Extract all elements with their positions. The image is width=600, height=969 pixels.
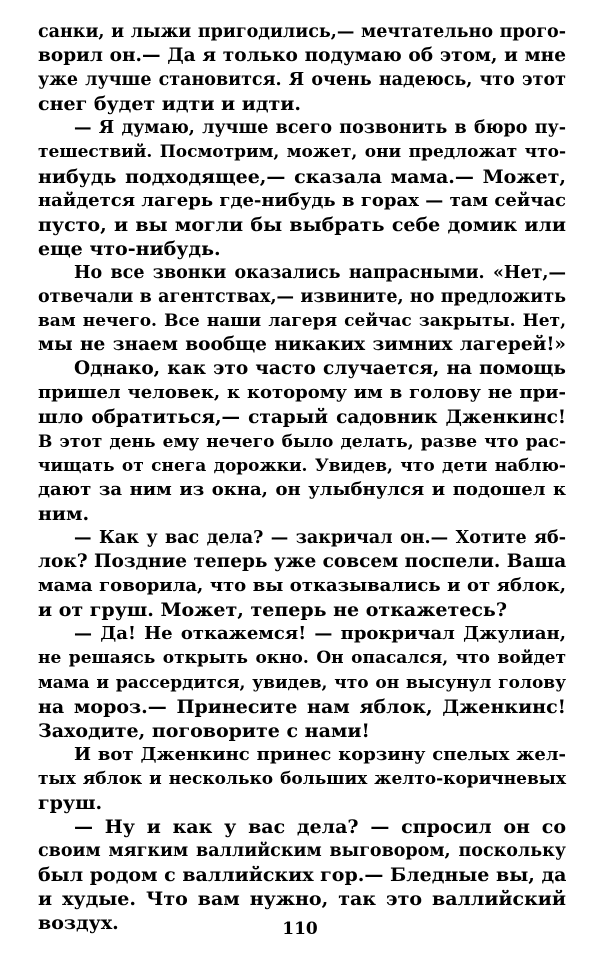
text-line: пусто, и вы могли бы выбрать себе домик или	[38, 213, 566, 236]
text-line: Заходите, поговорите с нами!	[38, 719, 370, 742]
text-line: мама говорила, что вы отказывались и от яблок,	[38, 575, 566, 597]
text-line: уже лучше становится. Я очень надеюсь, что этот	[38, 70, 566, 91]
text-line: еще что-нибудь.	[38, 237, 221, 260]
text-line: и худые. Что вам нужно, так это валлийский	[38, 888, 566, 911]
text-line: И вот Дженкинс принес корзину спелых жел-	[74, 743, 566, 765]
text-line: своим мягким валлийским выговором, поскольку	[38, 841, 566, 862]
text-line: — Я думаю, лучше всего позвонить в бюро пу-	[74, 118, 566, 139]
text-line: отвечали в агентствах,— извините, но предложить	[38, 287, 566, 308]
text-line: — Ну и как у вас дела? — спросил он со	[74, 816, 566, 839]
text-line: шло обратиться,— старый садовник Дженкинс!	[38, 406, 566, 428]
text-line: дают за ним из окна, он улыбнулся и подошел к	[38, 478, 566, 500]
text-line: найдется лагерь где-нибудь в горах — там сейчас	[38, 189, 566, 211]
text-line: — Как у вас дела? — закричал он.— Хотите яб-	[74, 527, 566, 548]
text-line: ним.	[38, 502, 90, 525]
text-line: пришел человек, к которому им в голову не при-	[38, 382, 566, 404]
text-line: мама и рассердится, увидев, что он высунул голову	[38, 672, 566, 693]
text-line: и от груш. Может, теперь не откажетесь?	[38, 599, 507, 622]
text-line: мы не знаем вообще никаких зимних лагерей!»	[38, 334, 566, 356]
text-line: ворил он.— Да я только подумаю об этом, и мне	[38, 45, 566, 67]
text-line: снег будет идти и идти.	[38, 93, 301, 116]
text-line: — Да! Не откажемся! — прокричал Джулиан,	[74, 623, 566, 645]
text-line: санки, и лыжи пригодились,— мечтательно прого-	[38, 22, 566, 42]
text-line: вам нечего. Все наши лагеря сейчас закрыты. Нет,	[38, 311, 566, 332]
body-text	[38, 20, 566, 936]
text-line: Но все звонки оказались напрасными. «Нет,—	[74, 262, 566, 283]
text-line: нибудь подходящее,— сказала мама.— Может,	[38, 165, 566, 188]
text-line: чищать от снега дорожки. Увидев, что дети наблю-	[38, 455, 566, 476]
text-line: тешествий. Посмотрим, может, они предложат что-	[38, 142, 566, 163]
page-number: 110	[282, 919, 318, 939]
text-line: воздух.	[38, 912, 119, 935]
text-line: тых яблок и несколько больших желто-коричневых	[38, 768, 566, 789]
text-line: не решаясь открыть окно. Он опасался, что войдет	[38, 648, 566, 669]
text-line: был родом с валлийских гор.— Бледные вы, да	[38, 864, 567, 887]
text-line: В этот день ему нечего было делать, разве что рас-	[38, 431, 566, 452]
text-line: на мороз.— Принесите нам яблок, Дженкинс!	[38, 695, 566, 718]
text-line: груш.	[38, 792, 103, 814]
text-line: Однако, как это часто случается, на помощь	[74, 358, 566, 380]
text-line: лок? Поздние теперь уже совсем поспели. Ваша	[38, 551, 567, 573]
